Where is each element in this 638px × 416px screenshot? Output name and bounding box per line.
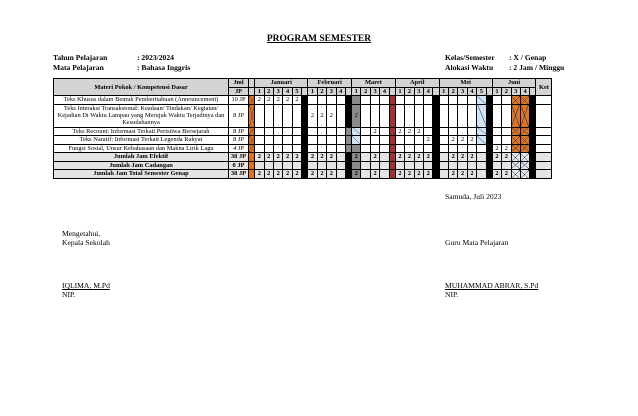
week-cell xyxy=(424,161,433,170)
week-cell xyxy=(380,153,389,162)
week-cell xyxy=(370,136,379,145)
week-cell xyxy=(380,170,389,179)
week-cell xyxy=(336,153,345,162)
week-cell xyxy=(264,144,273,153)
week-cell: 2 xyxy=(395,170,404,179)
week-cell xyxy=(502,127,511,136)
week-cell xyxy=(352,127,361,136)
week-cell: 2 xyxy=(283,170,292,179)
week-cell: 2 xyxy=(414,153,423,162)
week-cell: 2 xyxy=(283,153,292,162)
week-cell xyxy=(255,104,264,127)
week-cell xyxy=(511,144,520,153)
week-cell xyxy=(317,144,326,153)
week-cell xyxy=(361,127,370,136)
info-alokasi-waktu: Alokasi Waktu : 2 Jam / Minggu xyxy=(445,62,565,72)
ket-cell xyxy=(536,136,552,145)
week-cell xyxy=(273,136,282,145)
week-cell xyxy=(380,127,389,136)
header-week: 2 xyxy=(502,87,511,96)
week-cell xyxy=(327,127,336,136)
week-cell xyxy=(492,96,501,105)
week-cell xyxy=(439,96,448,105)
week-cell: 2 xyxy=(264,153,273,162)
week-cell xyxy=(520,153,529,162)
week-cell: 2 xyxy=(352,170,361,179)
ket-cell xyxy=(536,127,552,136)
week-cell: 2 xyxy=(458,153,467,162)
week-cell: 2 xyxy=(405,127,414,136)
week-cell: 2 xyxy=(327,170,336,179)
week-cell xyxy=(255,144,264,153)
week-cell xyxy=(255,136,264,145)
week-cell: 2 xyxy=(317,153,326,162)
summary-row xyxy=(54,170,552,179)
header-week: 1 xyxy=(255,87,264,96)
week-cell xyxy=(317,136,326,145)
week-cell xyxy=(502,96,511,105)
week-cell xyxy=(520,96,529,105)
week-cell xyxy=(264,161,273,170)
header-week: 2 xyxy=(405,87,414,96)
table-row xyxy=(54,96,552,105)
week-cell xyxy=(361,170,370,179)
week-cell xyxy=(511,104,520,127)
week-cell xyxy=(467,127,476,136)
materi-cell: Jumlah Jam Total Semester Genap xyxy=(54,170,229,179)
ket-cell xyxy=(536,104,552,127)
week-cell xyxy=(502,104,511,127)
week-cell: 2 xyxy=(370,127,379,136)
week-cell: 2 xyxy=(292,170,301,179)
header-week: 5 xyxy=(477,87,486,96)
week-cell xyxy=(352,96,361,105)
week-cell xyxy=(467,96,476,105)
week-cell: 2 xyxy=(264,170,273,179)
week-cell xyxy=(511,127,520,136)
header-jml: Jml xyxy=(229,79,249,88)
header-week: 1 xyxy=(395,87,404,96)
week-cell xyxy=(395,144,404,153)
table-row xyxy=(54,104,552,127)
week-cell xyxy=(308,96,317,105)
week-cell xyxy=(336,136,345,145)
week-cell xyxy=(520,136,529,145)
week-cell xyxy=(405,96,414,105)
materi-cell: Teks Recount: Informasi Terkait Peristiwa Bersejarah xyxy=(54,127,229,136)
week-cell xyxy=(502,161,511,170)
page-title: PROGRAM SEMESTER xyxy=(266,34,372,44)
week-cell xyxy=(448,104,457,127)
header-week: 1 xyxy=(308,87,317,96)
header-week: 2 xyxy=(264,87,273,96)
header-week: 3 xyxy=(458,87,467,96)
week-cell xyxy=(336,170,345,179)
header-week: 4 xyxy=(380,87,389,96)
week-cell: 2 xyxy=(273,170,282,179)
jp-cell: 8 JP xyxy=(229,136,249,145)
week-cell xyxy=(336,144,345,153)
week-cell xyxy=(520,170,529,179)
week-cell xyxy=(336,104,345,127)
week-cell xyxy=(477,104,486,127)
week-cell xyxy=(467,161,476,170)
materi-cell: Teks Interaksi Transaksional: Keadaan/ Tindakan/ Kegiatan/ Kejadian Di Waktu Lampau yang Merujuk Waktu Terjadinya dan Kesudahannya xyxy=(54,104,229,127)
week-cell xyxy=(439,144,448,153)
week-cell xyxy=(352,161,361,170)
week-cell xyxy=(317,96,326,105)
week-cell xyxy=(520,104,529,127)
week-cell xyxy=(414,144,423,153)
left-info xyxy=(53,53,190,72)
week-cell xyxy=(336,127,345,136)
ket-cell xyxy=(536,144,552,153)
week-cell xyxy=(477,161,486,170)
week-cell xyxy=(361,153,370,162)
week-cell xyxy=(361,161,370,170)
week-cell xyxy=(492,127,501,136)
header-week: 1 xyxy=(352,87,361,96)
header-week: 2 xyxy=(317,87,326,96)
materi-cell: Teks Khusus dalam Bentuk Pemberitahuan (Announcement) xyxy=(54,96,229,105)
week-cell xyxy=(424,104,433,127)
table-row xyxy=(54,144,552,153)
week-cell xyxy=(380,96,389,105)
week-cell xyxy=(308,136,317,145)
week-cell xyxy=(370,96,379,105)
week-cell xyxy=(439,153,448,162)
week-cell xyxy=(477,144,486,153)
week-cell xyxy=(292,127,301,136)
week-cell xyxy=(414,104,423,127)
materi-cell: Jumlah Jam Efektif xyxy=(54,153,229,162)
week-cell xyxy=(458,127,467,136)
table-row xyxy=(54,127,552,136)
header-month-juni: Juni xyxy=(492,79,536,88)
week-cell: 2 xyxy=(502,153,511,162)
week-cell xyxy=(511,96,520,105)
jp-cell: 8 JP xyxy=(229,104,249,127)
table-row xyxy=(54,136,552,145)
week-cell xyxy=(283,136,292,145)
week-cell: 2 xyxy=(448,136,457,145)
week-cell xyxy=(439,127,448,136)
materi-cell: Fungsi Sosial, Unsur Kebahasaan dan Makna Lirik Lagu xyxy=(54,144,229,153)
jp-cell: 8 JP xyxy=(229,127,249,136)
week-cell xyxy=(273,127,282,136)
week-cell xyxy=(477,170,486,179)
week-cell xyxy=(511,153,520,162)
week-cell: 2 xyxy=(327,153,336,162)
week-cell xyxy=(255,161,264,170)
ket-cell xyxy=(536,161,552,170)
week-cell xyxy=(327,161,336,170)
week-cell xyxy=(414,136,423,145)
week-cell xyxy=(395,96,404,105)
header-week: 1 xyxy=(439,87,448,96)
week-cell xyxy=(439,161,448,170)
right-role: Guru Mata Pelajaran xyxy=(445,238,509,247)
week-cell xyxy=(511,170,520,179)
week-cell xyxy=(370,104,379,127)
week-cell xyxy=(477,153,486,162)
week-cell: 2 xyxy=(317,170,326,179)
week-cell xyxy=(439,136,448,145)
week-cell: 2 xyxy=(317,104,326,127)
week-cell: 2 xyxy=(492,170,501,179)
week-cell xyxy=(292,144,301,153)
left-greeting: Mengetahui, xyxy=(62,229,101,238)
week-cell: 2 xyxy=(264,96,273,105)
week-cell xyxy=(448,144,457,153)
week-cell xyxy=(492,161,501,170)
week-cell xyxy=(477,136,486,145)
week-cell xyxy=(477,96,486,105)
header-week: 4 xyxy=(336,87,345,96)
header-ket: Ket xyxy=(536,79,552,96)
week-cell xyxy=(361,104,370,127)
jp-cell: 38 JP xyxy=(229,170,249,179)
week-cell: 2 xyxy=(273,153,282,162)
week-cell: 2 xyxy=(370,170,379,179)
header-week: 3 xyxy=(327,87,336,96)
week-cell: 2 xyxy=(414,170,423,179)
week-cell xyxy=(292,104,301,127)
week-cell xyxy=(283,161,292,170)
week-cell xyxy=(292,161,301,170)
week-cell xyxy=(264,127,273,136)
materi-cell: Teks Naratif: Informasi Terkait Legenda Rakyat xyxy=(54,136,229,145)
week-cell xyxy=(492,136,501,145)
week-cell xyxy=(424,144,433,153)
header-week: 4 xyxy=(467,87,476,96)
info-tahun-pelajaran: Tahun Pelajaran : 2023/2024 xyxy=(53,53,174,62)
header-month-maret: Maret xyxy=(352,79,396,88)
semester-program-table xyxy=(53,78,552,179)
header-week: 3 xyxy=(273,87,282,96)
week-cell xyxy=(361,144,370,153)
summary-row xyxy=(54,161,552,170)
week-cell: 2 xyxy=(255,153,264,162)
week-cell xyxy=(370,161,379,170)
week-cell xyxy=(308,127,317,136)
week-cell: 2 xyxy=(502,144,511,153)
header-week: 4 xyxy=(283,87,292,96)
week-cell xyxy=(511,136,520,145)
week-cell xyxy=(458,144,467,153)
week-cell xyxy=(380,104,389,127)
header-gap xyxy=(530,87,536,96)
week-cell: 2 xyxy=(292,96,301,105)
week-cell xyxy=(317,127,326,136)
week-cell: 2 xyxy=(352,104,361,127)
week-cell xyxy=(264,136,273,145)
week-cell: 2 xyxy=(492,153,501,162)
header-week: 3 xyxy=(370,87,379,96)
week-cell xyxy=(292,136,301,145)
week-cell: 2 xyxy=(292,153,301,162)
week-cell xyxy=(361,136,370,145)
right-info xyxy=(445,53,564,72)
week-cell: 2 xyxy=(424,153,433,162)
week-cell xyxy=(448,96,457,105)
week-cell xyxy=(405,144,414,153)
header-week: 3 xyxy=(414,87,423,96)
week-cell xyxy=(424,96,433,105)
week-cell: 2 xyxy=(448,170,457,179)
left-signatory-name: IQLIMA, M.Pd xyxy=(62,281,110,290)
week-cell: 2 xyxy=(424,170,433,179)
week-cell: 2 xyxy=(327,104,336,127)
week-cell xyxy=(439,170,448,179)
week-cell xyxy=(336,161,345,170)
week-cell xyxy=(467,144,476,153)
info-kelas-semester: Kelas/Semester : X / Genap xyxy=(445,53,547,62)
header-week: 4 xyxy=(424,87,433,96)
materi-cell: Jumlah Jam Cadangan xyxy=(54,161,229,170)
header-week: 2 xyxy=(448,87,457,96)
week-cell xyxy=(264,104,273,127)
week-cell: 2 xyxy=(273,96,282,105)
week-cell xyxy=(405,104,414,127)
week-cell xyxy=(283,144,292,153)
ket-cell xyxy=(536,153,552,162)
week-cell xyxy=(395,104,404,127)
summary-row xyxy=(54,153,552,162)
header-month-januari: Januari xyxy=(255,79,308,88)
week-cell xyxy=(308,144,317,153)
week-cell xyxy=(477,127,486,136)
week-cell: 2 xyxy=(395,153,404,162)
week-cell xyxy=(380,161,389,170)
week-cell: 2 xyxy=(255,170,264,179)
info-mata-pelajaran: Mata Pelajaran : Bahasa Inggris xyxy=(53,62,191,72)
week-cell xyxy=(424,127,433,136)
week-cell xyxy=(273,161,282,170)
right-signatory-nip: NIP. xyxy=(445,290,459,299)
week-cell: 2 xyxy=(405,153,414,162)
week-cell xyxy=(283,127,292,136)
jp-cell: 0 JP xyxy=(229,161,249,170)
week-cell xyxy=(520,144,529,153)
week-cell xyxy=(352,144,361,153)
week-cell xyxy=(395,136,404,145)
week-cell xyxy=(458,104,467,127)
week-cell xyxy=(361,96,370,105)
week-cell xyxy=(458,96,467,105)
week-cell: 2 xyxy=(370,153,379,162)
week-cell xyxy=(448,161,457,170)
left-role: Kepala Sekolah xyxy=(62,238,110,247)
week-cell xyxy=(520,127,529,136)
week-cell xyxy=(283,104,292,127)
week-cell xyxy=(448,127,457,136)
place-date: Samuda, Juli 2023 xyxy=(445,192,502,201)
jp-cell: 4 JP xyxy=(229,144,249,153)
week-cell: 2 xyxy=(467,170,476,179)
week-cell: 2 xyxy=(352,153,361,162)
week-cell xyxy=(439,104,448,127)
jp-cell: 38 JP xyxy=(229,153,249,162)
week-cell: 2 xyxy=(467,136,476,145)
week-cell: 2 xyxy=(255,96,264,105)
week-cell xyxy=(336,96,345,105)
week-cell xyxy=(327,144,336,153)
header-jp: JP xyxy=(229,87,249,96)
left-signatory-nip: NIP. xyxy=(62,290,76,299)
week-cell xyxy=(308,161,317,170)
header-week: 3 xyxy=(511,87,520,96)
week-cell: 2 xyxy=(458,136,467,145)
header-materi: Materi Pokok / Kompetensi Dasar xyxy=(54,79,229,96)
header-week: 1 xyxy=(492,87,501,96)
week-cell xyxy=(380,144,389,153)
week-cell: 2 xyxy=(283,96,292,105)
week-cell: 2 xyxy=(308,104,317,127)
week-cell xyxy=(327,136,336,145)
header-week: 4 xyxy=(520,87,529,96)
week-cell xyxy=(317,161,326,170)
week-cell xyxy=(511,161,520,170)
week-cell xyxy=(327,96,336,105)
week-cell xyxy=(370,144,379,153)
week-cell: 2 xyxy=(395,127,404,136)
week-cell xyxy=(467,104,476,127)
week-cell: 2 xyxy=(448,153,457,162)
week-cell xyxy=(458,161,467,170)
week-cell xyxy=(273,144,282,153)
week-cell xyxy=(255,127,264,136)
week-cell xyxy=(414,96,423,105)
header-month-april: April xyxy=(395,79,439,88)
jp-cell: 10 JP xyxy=(229,96,249,105)
week-cell xyxy=(520,161,529,170)
week-cell: 2 xyxy=(414,127,423,136)
header-week: 5 xyxy=(292,87,301,96)
week-cell: 2 xyxy=(458,170,467,179)
header-week: 2 xyxy=(361,87,370,96)
week-cell xyxy=(502,136,511,145)
week-cell xyxy=(405,161,414,170)
week-cell xyxy=(352,136,361,145)
week-cell: 2 xyxy=(308,153,317,162)
week-cell xyxy=(395,161,404,170)
week-cell: 2 xyxy=(492,144,501,153)
week-cell xyxy=(405,136,414,145)
week-cell: 2 xyxy=(424,136,433,145)
week-cell: 2 xyxy=(502,170,511,179)
week-cell xyxy=(414,161,423,170)
week-cell: 2 xyxy=(405,170,414,179)
week-cell xyxy=(492,104,501,127)
week-cell: 2 xyxy=(308,170,317,179)
week-cell xyxy=(273,104,282,127)
ket-cell xyxy=(536,170,552,179)
header-month-februari: Februari xyxy=(308,79,352,88)
header-month-mei: Mei xyxy=(439,79,492,88)
week-cell xyxy=(380,136,389,145)
right-signatory-name: MUHAMMAD ABRAR, S.Pd xyxy=(445,281,539,290)
ket-cell xyxy=(536,96,552,105)
week-cell: 2 xyxy=(467,153,476,162)
